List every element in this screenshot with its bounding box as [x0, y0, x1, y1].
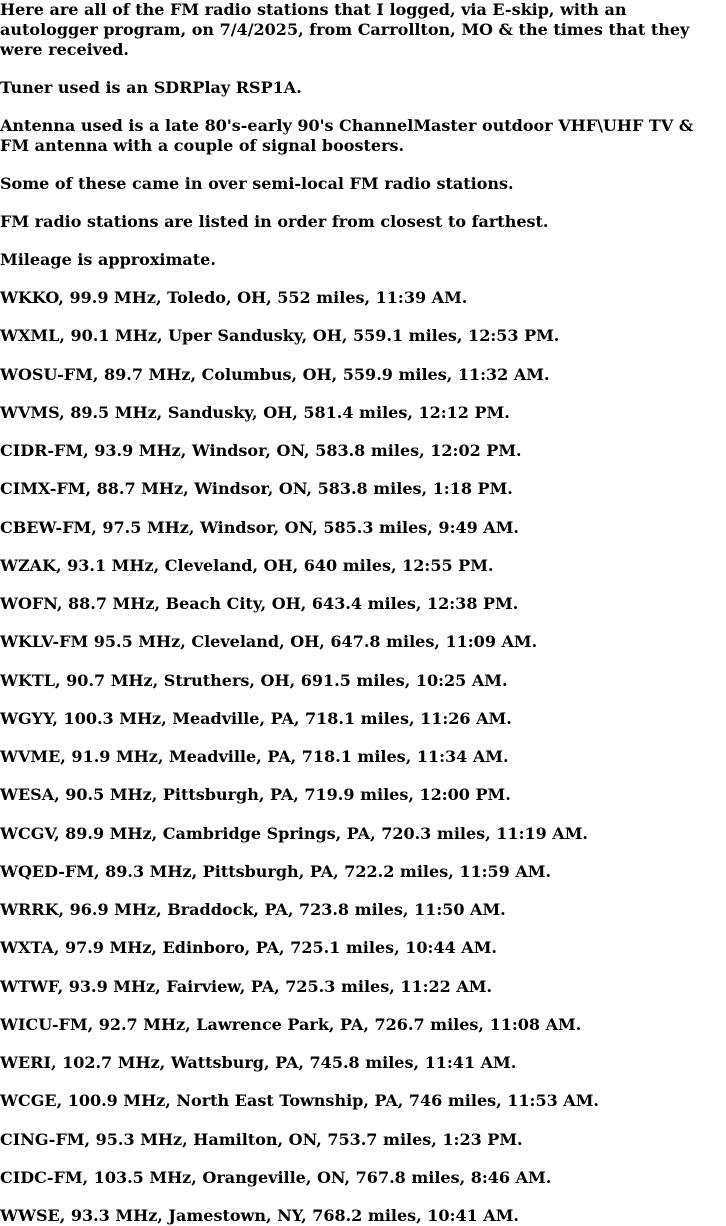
order-note: FM radio stations are listed in order from closest to farthest.: [0, 212, 549, 231]
station-entry: WXTA, 97.9 MHz, Edinboro, PA, 725.1 miles, 10:44 AM.: [0, 938, 497, 958]
tuner-paragraph: Tuner used is an SDRPlay RSP1A.: [0, 78, 302, 97]
station-entry: WICU-FM, 92.7 MHz, Lawrence Park, PA, 726.7 miles, 11:08 AM.: [0, 1014, 582, 1034]
station-entry: WWSE, 93.3 MHz, Jamestown, NY, 768.2 miles, 10:41 AM.: [0, 1206, 519, 1225]
station-entry: WGYY, 100.3 MHz, Meadville, PA, 718.1 miles, 11:26 AM.: [0, 708, 512, 728]
station-list: [0, 288, 726, 1226]
station-entry: CIDR-FM, 93.9 MHz, Windsor, ON, 583.8 miles, 12:02 PM.: [0, 441, 522, 460]
station-entry: CBEW-FM, 97.5 MHz, Windsor, ON, 585.3 miles, 9:49 AM.: [0, 517, 519, 537]
station-entry: CIMX-FM, 88.7 MHz, Windsor, ON, 583.8 miles, 1:18 PM.: [0, 479, 513, 499]
station-entry: WCGE, 100.9 MHz, North East Township, PA, 746 miles, 11:53 AM.: [0, 1091, 599, 1111]
station-entry: WZAK, 93.1 MHz, Cleveland, OH, 640 miles, 12:55 PM.: [0, 555, 494, 575]
semi-local-note: Some of these came in over semi-local FM radio stations.: [0, 174, 514, 193]
station-entry: WCGV, 89.9 MHz, Cambridge Springs, PA, 720.3 miles, 11:19 AM.: [0, 823, 588, 843]
station-entry: CING-FM, 95.3 MHz, Hamilton, ON, 753.7 miles, 1:23 PM.: [0, 1129, 523, 1149]
station-entry: WVMS, 89.5 MHz, Sandusky, OH, 581.4 miles, 12:12 PM.: [0, 402, 510, 422]
station-entry: WESA, 90.5 MHz, Pittsburgh, PA, 719.9 miles, 12:00 PM.: [0, 785, 511, 805]
station-entry: WQED-FM, 89.3 MHz, Pittsburgh, PA, 722.2 miles, 11:59 AM.: [0, 861, 552, 881]
intro-paragraph: Here are all of the FM radio stations that I logged, via E-skip, with an autologger program, on 7/4/2025, from Carrollton, MO & the times that they were received.: [0, 0, 690, 59]
station-entry: WKTL, 90.7 MHz, Struthers, OH, 691.5 miles, 10:25 AM.: [0, 670, 508, 690]
station-entry: WTWF, 93.9 MHz, Fairview, PA, 725.3 miles, 11:22 AM.: [0, 976, 493, 996]
station-entry: WRRK, 96.9 MHz, Braddock, PA, 723.8 miles, 11:50 AM.: [0, 900, 506, 919]
antenna-paragraph: Antenna used is a late 80's-early 90's ChannelMaster outdoor VHF\UHF TV & FM antenna with a couple of signal boosters.: [0, 116, 694, 155]
station-entry: WERI, 102.7 MHz, Wattsburg, PA, 745.8 miles, 11:41 AM.: [0, 1053, 517, 1072]
station-entry: WOFN, 88.7 MHz, Beach City, OH, 643.4 miles, 12:38 PM.: [0, 594, 519, 613]
station-entry: WKLV-FM 95.5 MHz, Cleveland, OH, 647.8 miles, 11:09 AM.: [0, 632, 538, 652]
station-entry: WXML, 90.1 MHz, Uper Sandusky, OH, 559.1 miles, 12:53 PM.: [0, 326, 560, 346]
mileage-note: Mileage is approximate.: [0, 250, 216, 269]
station-entry: WOSU-FM, 89.7 MHz, Columbus, OH, 559.9 miles, 11:32 AM.: [0, 364, 550, 384]
station-entry: WKKO, 99.9 MHz, Toledo, OH, 552 miles, 11:39 AM.: [0, 288, 468, 307]
station-entry: WVME, 91.9 MHz, Meadville, PA, 718.1 miles, 11:34 AM.: [0, 747, 509, 766]
station-entry: CIDC-FM, 103.5 MHz, Orangeville, ON, 767.8 miles, 8:46 AM.: [0, 1167, 552, 1187]
